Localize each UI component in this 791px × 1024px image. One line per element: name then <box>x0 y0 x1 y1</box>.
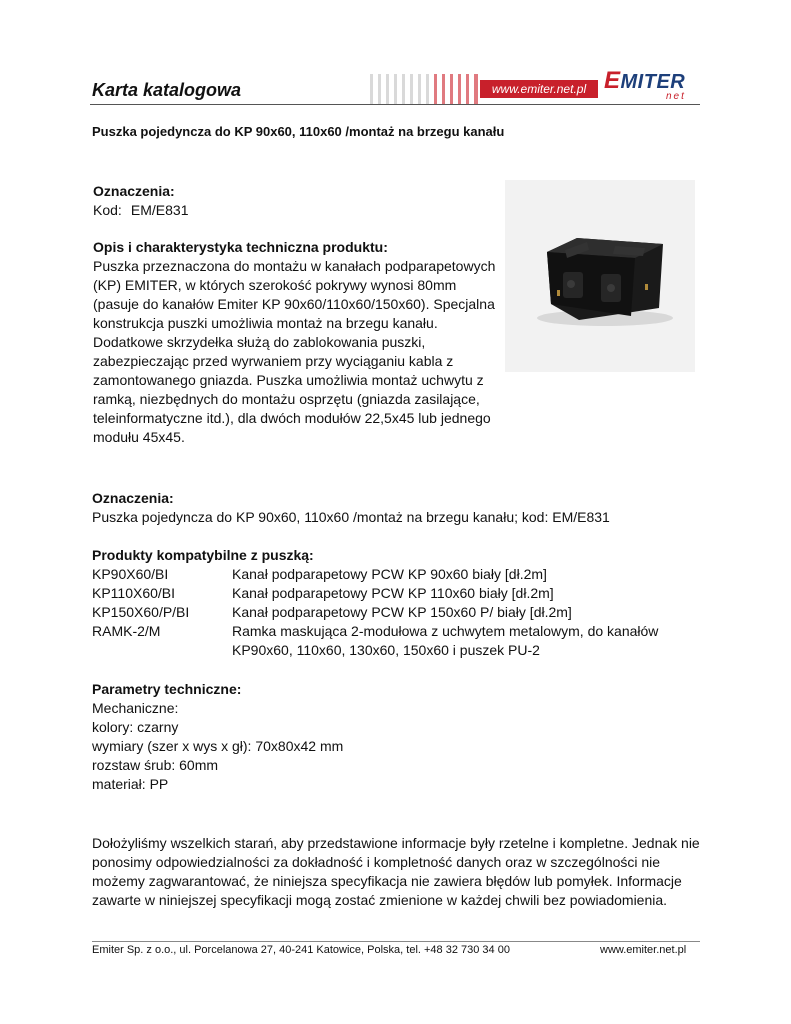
compatible-products-list <box>92 565 692 660</box>
footer-divider <box>92 941 700 942</box>
params-heading: Parametry techniczne: <box>92 681 242 697</box>
designation-heading-2: Oznaczenia: <box>92 490 174 506</box>
product-code-label: Kod: <box>93 202 122 218</box>
brand-url-badge: www.emiter.net.pl <box>480 80 598 98</box>
param-line: wymiary (szer x wys x gł): 70x80x42 mm <box>92 738 344 754</box>
product-code-row <box>93 201 188 220</box>
document-title: Karta katalogowa <box>92 80 242 100</box>
emiter-logo: EMITER <box>604 67 686 94</box>
disclaimer-text: Dołożyliśmy wszelkich starań, aby przedstawione informacje były rzetelne i kompletne. Jednak nie ponosimy odpowiedzialności za dokładność i kompletność danych oraz w szczególności nie możemy zagwarantować, że niniejsza specyfikacja nie zawiera błędów lub pomyłek. Informacje zawarte w niniejszej specyfikacji mogą zostać zmienione w każdej chwili bez powiadomienia. <box>92 835 700 908</box>
list-item <box>92 603 692 622</box>
product-title: Puszka pojedyncza do KP 90x60, 110x60 /montaż na brzegu kanału <box>92 124 505 139</box>
product-code: KP90X60/BI <box>92 566 169 582</box>
product-description: Kanał podparapetowy PCW KP 110x60 biały [dł.2m] <box>232 585 554 601</box>
description-text: Puszka przeznaczona do montażu w kanałach podparapetowych (KP) EMITER, w których szerokość pokrywy wynosi 80mm (pasuje do kanałów Emiter KP 90x60/110x60/150x60). Specjalna konstrukcja puszki umożliwia montaż na brzegu kanału. Dodatkowe skrzydełka służą do zablokowania puszki, zabezpieczając przed wyrwaniem przy wyciąganiu kabla z zamontowanego gniazda. Puszka umożliwia montaż uchwytu z ramką, niezbędnych do montażu osprzętu (gniazda zasilające, teleinformatyczne itd.), dla dwóch modułów 22,5x45 lub jednego modułu 45x45. <box>93 258 496 445</box>
list-item <box>92 584 692 603</box>
list-item <box>92 565 692 584</box>
param-line: materiał: PP <box>92 776 169 792</box>
param-line: kolory: czarny <box>92 719 179 735</box>
product-code-value: EM/E831 <box>130 202 189 218</box>
footer-url: www.emiter.net.pl <box>600 944 687 956</box>
description-heading: Opis i charakterystyka techniczna produktu: <box>93 239 388 255</box>
product-photo <box>505 180 695 372</box>
compatible-heading: Produkty kompatybilne z puszką: <box>92 547 314 563</box>
param-line: rozstaw śrub: 60mm <box>92 757 219 773</box>
emiter-logo-sub: net <box>666 91 686 102</box>
junction-box-image <box>505 180 695 372</box>
product-code: KP110X60/BI <box>92 585 176 601</box>
designation-text-2: Puszka pojedyncza do KP 90x60, 110x60 /montaż na brzegu kanału; kod: EM/E831 <box>92 509 610 525</box>
list-item <box>92 622 692 660</box>
param-line: Mechaniczne: <box>92 700 179 716</box>
product-description: Ramka maskująca 2-modułowa z uchwytem metalowym, do kanałów KP90x60, 110x60, 130x60, 150x60 i puszek PU-2 <box>232 623 659 658</box>
footer-address: Emiter Sp. z o.o., ul. Porcelanowa 27, 40-241 Katowice, Polska, tel. +48 32 730 34 00 <box>92 944 510 956</box>
header-divider <box>90 104 700 105</box>
designation-heading: Oznaczenia: <box>93 183 175 199</box>
product-code: KP150X60/P/BI <box>92 604 190 620</box>
product-code: RAMK-2/M <box>92 623 161 639</box>
product-description: Kanał podparapetowy PCW KP 150x60 P/ biały [dł.2m] <box>232 604 572 620</box>
product-description: Kanał podparapetowy PCW KP 90x60 biały [dł.2m] <box>232 566 547 582</box>
params-list <box>92 699 343 794</box>
